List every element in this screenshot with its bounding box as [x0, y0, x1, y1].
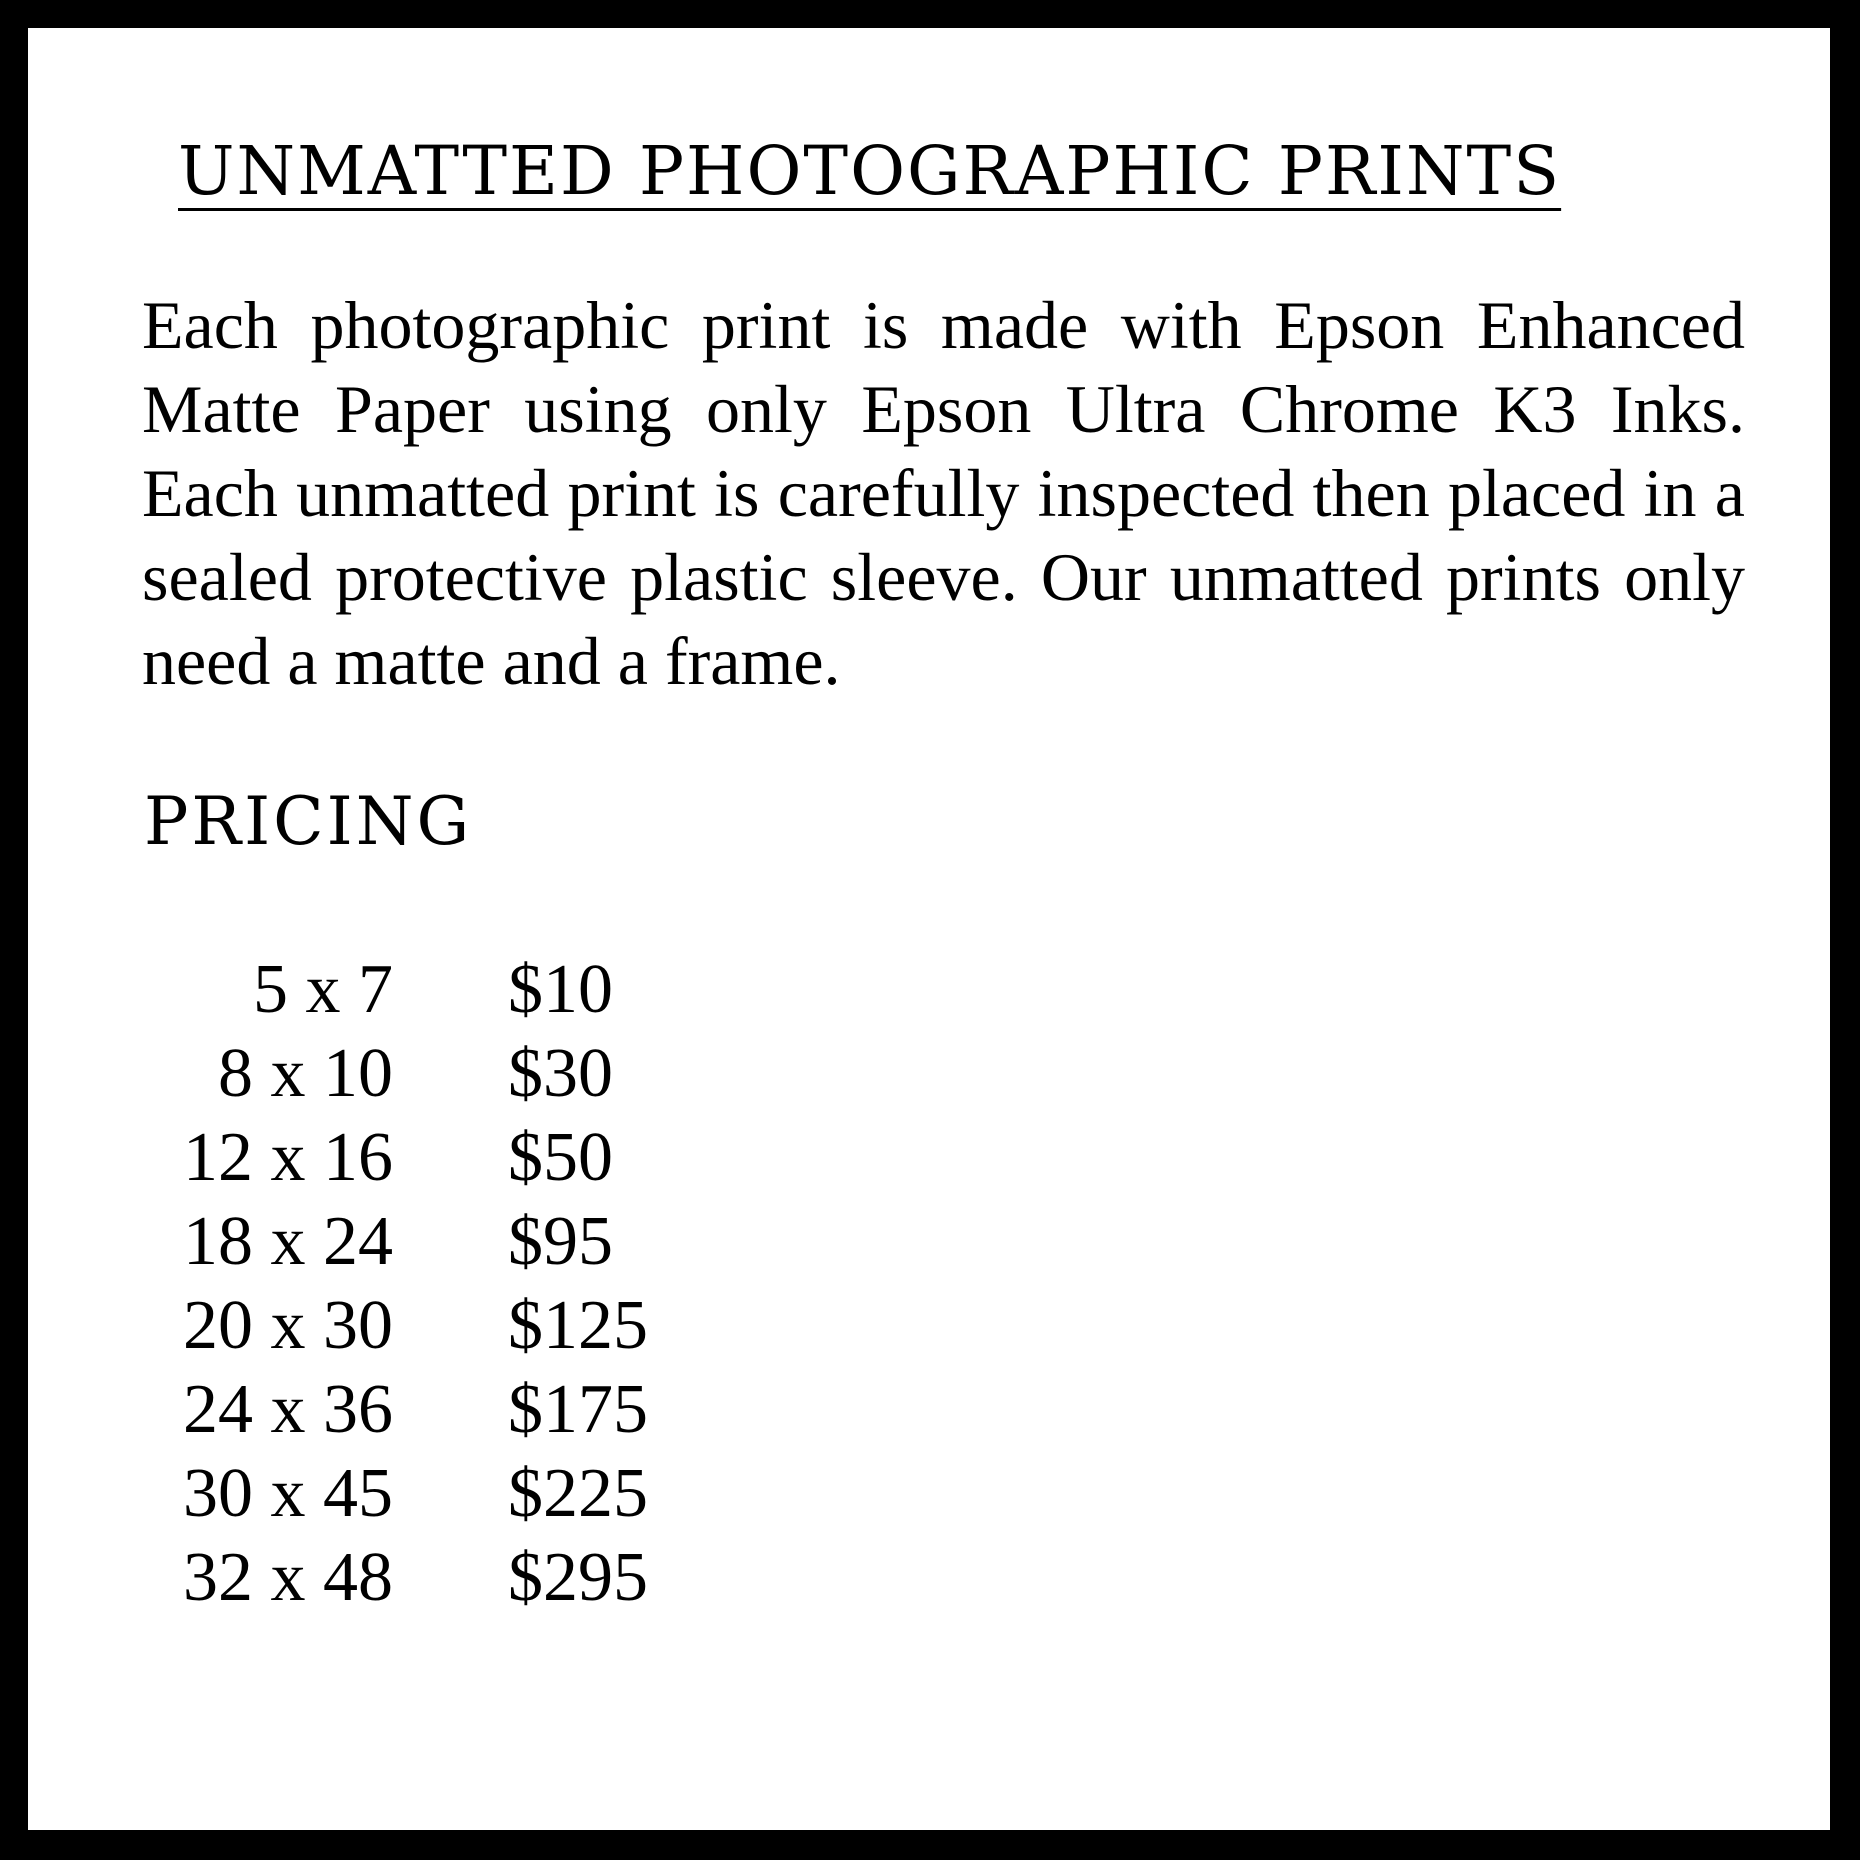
pricing-row — [141, 1284, 648, 1368]
pricing-row — [141, 1032, 648, 1116]
column-gap — [393, 1284, 508, 1368]
print-size: 18 x 24 — [183, 1203, 393, 1280]
column-gap — [393, 948, 508, 1032]
print-size: 32 x 48 — [183, 1539, 393, 1616]
print-size: 30 x 45 — [183, 1455, 393, 1532]
column-gap — [393, 1368, 508, 1452]
print-price: $95 — [508, 1203, 613, 1280]
print-price: $175 — [508, 1371, 648, 1448]
pricing-row — [141, 948, 648, 1032]
description-paragraph: Each photographic print is made with Epson Enhanced Matte Paper using only Epson Ultra Chrome K3 Inks. Each unmatted print is carefully inspected then placed in a sealed protective plastic sleeve. Our unmatted prints only need a matte and a frame. — [142, 287, 1745, 699]
pricing-heading: PRICING — [144, 783, 473, 860]
print-price: $125 — [508, 1287, 648, 1364]
column-gap — [393, 1452, 508, 1536]
print-size: 8 x 10 — [218, 1035, 393, 1112]
print-size: 24 x 36 — [183, 1371, 393, 1448]
column-gap — [393, 1536, 508, 1620]
print-size: 12 x 16 — [183, 1119, 393, 1196]
page-frame — [28, 28, 1830, 1830]
pricing-table — [141, 948, 648, 1620]
column-gap — [393, 1116, 508, 1200]
pricing-row — [141, 1200, 648, 1284]
column-gap — [393, 1200, 508, 1284]
pricing-row — [141, 1368, 648, 1452]
page-title: UNMATTED PHOTOGRAPHIC PRINTS — [178, 132, 1562, 210]
print-price: $10 — [508, 951, 613, 1028]
print-size: 5 x 7 — [253, 951, 393, 1028]
print-price: $225 — [508, 1455, 648, 1532]
print-price: $30 — [508, 1035, 613, 1112]
pricing-row — [141, 1452, 648, 1536]
pricing-row — [141, 1536, 648, 1620]
pricing-row — [141, 1116, 648, 1200]
print-price: $50 — [508, 1119, 613, 1196]
column-gap — [393, 1032, 508, 1116]
print-price: $295 — [508, 1539, 648, 1616]
print-size: 20 x 30 — [183, 1287, 393, 1364]
